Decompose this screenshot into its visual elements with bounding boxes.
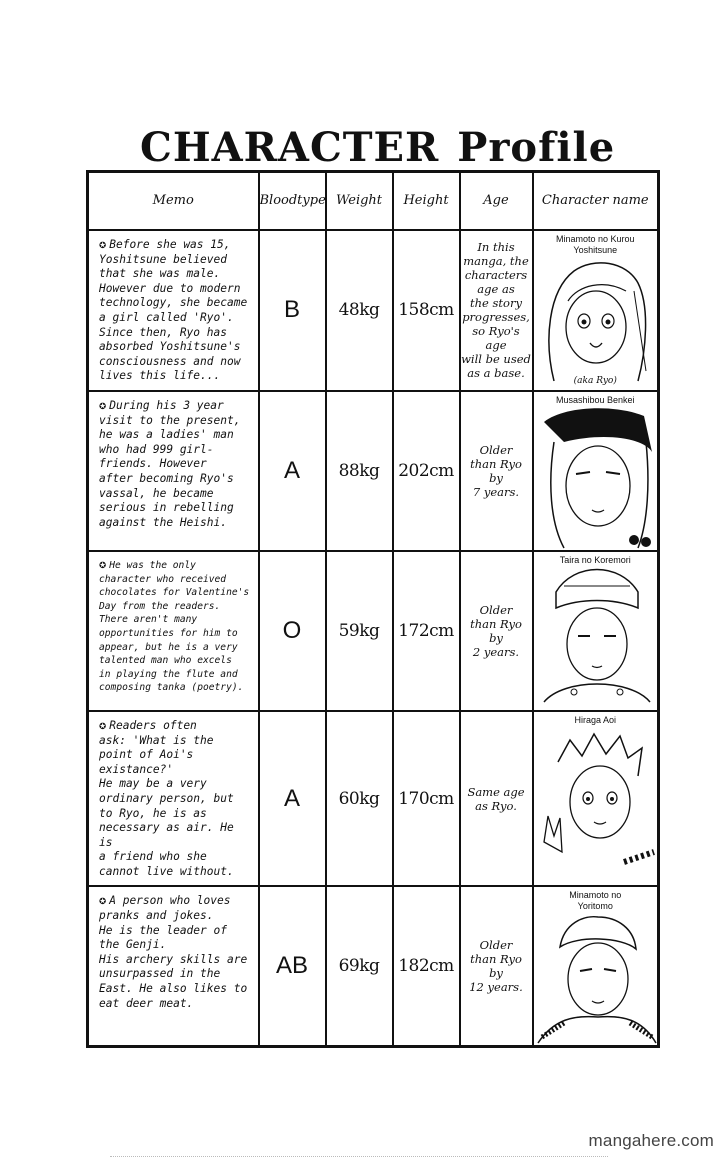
height-cell: 182cm: [393, 886, 460, 1046]
bottom-divider: [110, 1156, 608, 1157]
memo-cell: ✪ A person who loves pranks and jokes. He is the leader of the Genji. His archery skills are unsurpassed in the East. He also likes to eat deer meat.: [88, 886, 259, 1046]
memo-cell: ✪ Readers often ask: 'What is the point of Aoi's existance?' He may be a very ordinary person, but to Ryo, he is as necessary as air. He is a friend who she cannot live without.: [88, 711, 259, 887]
bloodtype-cell: AB: [259, 886, 326, 1046]
weight-cell: 88kg: [326, 391, 393, 551]
header-character-name: Character name: [533, 172, 659, 231]
title-word-1: CHARACTER: [140, 124, 440, 171]
age-cell: Same age as Ryo.: [460, 711, 533, 887]
star-icon: ✪: [99, 397, 107, 412]
header-bloodtype: Bloodtype: [259, 172, 326, 231]
page-title: [140, 122, 616, 174]
table-row: [88, 711, 659, 887]
height-cell: 170cm: [393, 711, 460, 887]
character-aka: (aka Ryo): [573, 375, 617, 386]
header-height: Height: [393, 172, 460, 231]
star-icon: ✪: [99, 556, 107, 571]
character-cell: [533, 886, 659, 1046]
bloodtype-cell: A: [259, 391, 326, 551]
title-word-2: Profile: [457, 124, 616, 171]
character-name: Minamoto no Yoritomo: [569, 890, 622, 912]
star-icon: ✪: [99, 717, 107, 732]
header-weight: Weight: [326, 172, 393, 231]
weight-cell: 59kg: [326, 551, 393, 711]
age-cell: Older than Ryo by 2 years.: [460, 551, 533, 711]
character-name: Musashibou Benkei: [555, 394, 635, 405]
character-name: Minamoto no Kurou Yoshitsune: [555, 234, 635, 255]
weight-cell: 69kg: [326, 886, 393, 1046]
memo-cell: ✪ Before she was 15, Yoshitsune believed that she was male. However due to modern technology, she became a girl called 'Ryo'. Since then, Ryo has absorbed Yoshitsune's consciousness and now lives this life...: [88, 230, 259, 391]
character-cell: [533, 711, 659, 887]
character-cell: [533, 551, 659, 711]
character-cell: [533, 391, 659, 551]
star-icon: ✪: [99, 237, 107, 251]
bloodtype-cell: A: [259, 711, 326, 887]
table-row: [88, 391, 659, 551]
character-portrait-koremori: [534, 552, 658, 710]
height-cell: 202cm: [393, 391, 460, 551]
header-row: [88, 172, 659, 231]
table-row: [88, 886, 659, 1046]
star-icon: ✪: [99, 893, 107, 908]
character-name: Hiraga Aoi: [574, 714, 617, 725]
character-portrait-aoi: [534, 712, 658, 870]
age-cell: Older than Ryo by 7 years.: [460, 391, 533, 551]
profile-table: [86, 170, 660, 1048]
height-cell: 172cm: [393, 551, 460, 711]
character-cell: [533, 230, 659, 391]
bloodtype-cell: B: [259, 230, 326, 391]
age-cell: Older than Ryo by 12 years.: [460, 886, 533, 1046]
header-memo: Memo: [88, 172, 259, 231]
watermark: mangahere.com: [588, 1131, 714, 1150]
character-name: Taira no Koremori: [559, 554, 631, 565]
table-row: [88, 230, 659, 391]
weight-cell: 60kg: [326, 711, 393, 887]
table-row: [88, 551, 659, 711]
weight-cell: 48kg: [326, 230, 393, 391]
age-cell: In this manga, the characters age as the story progresses, so Ryo's age will be used as a base.: [460, 230, 533, 391]
height-cell: 158cm: [393, 230, 460, 391]
bloodtype-cell: O: [259, 551, 326, 711]
memo-cell: ✪ He was the only character who received chocolates for Valentine's Day from the readers. There aren't many opportunities for him to appear, but he is a very talented man who excels in playing the flute and composing tanka (poetry).: [88, 551, 259, 711]
memo-cell: ✪ During his 3 year visit to the present, he was a ladies' man who had 999 girl- friends. However after becoming Ryo's vassal, he became serious in rebelling against the Heishi.: [88, 391, 259, 551]
header-age: Age: [460, 172, 533, 231]
character-portrait-benkei: [534, 392, 658, 550]
